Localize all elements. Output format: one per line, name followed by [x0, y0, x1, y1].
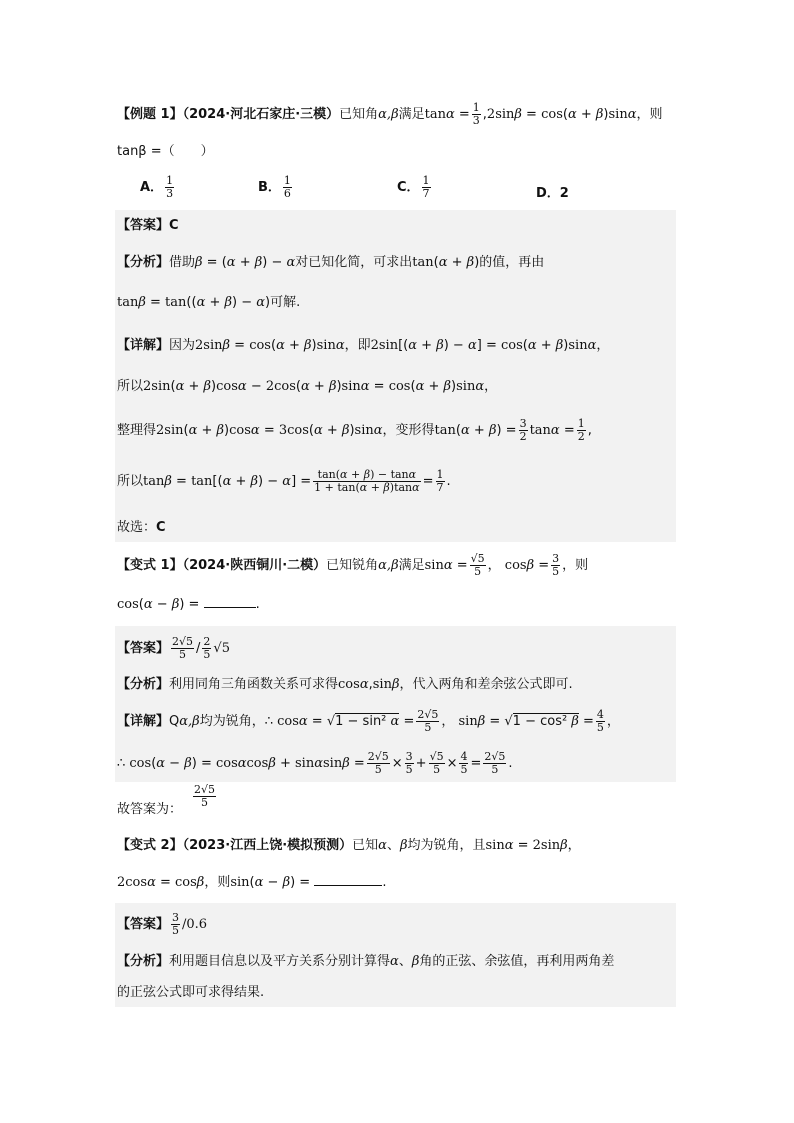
example-source: （2024·河北石家庄·三模） [182, 107, 340, 122]
example-1-detail-1: 【详解】因为2sinβ = cos(α + β)sinα，即2sin[(α + β) − α] = cos(α + β)sinα， [117, 338, 610, 353]
answer-blank[interactable] [314, 873, 382, 886]
example-1-stem: 【例题 1】（2024·河北石家庄·三模）已知角α,β满足tanα = $\frac{1}{3}$ ,2sinβ = cos(α + β)sinα，则 [117, 101, 663, 127]
variant-2-answer: 【答案】 $\frac{3}{5}$ /0.6 [117, 911, 208, 937]
variant-1-detail-1: 【详解】Qα,β均为锐角，∴ cosα = √1 − sin² α = $\frac{2√5}{5}$ ， sinβ = √1 − cos² β = $\frac{4}{5}$ ， [117, 708, 620, 734]
variant-2-ask: 2cosα = cosβ，则sin(α − β) = . [117, 875, 387, 890]
example-1-analysis-2: tanβ = tan((α + β) − α)可解. [117, 295, 301, 310]
variant-1-detail-2: ∴ cos(α − β) = cosαcosβ + sinαsinβ = $\frac{2√5}{5}$ × $\frac{3}{5}$ + $\frac{√5}{5}$ × $\frac{4}{5}$ = $\frac{2√5}{5}$ . [117, 750, 513, 776]
variant-1-ask: cos(α − β) = . [117, 597, 260, 612]
variant-2-analysis-2: 的正弦公式即可求得结果. [117, 985, 265, 1000]
option-a[interactable]: A． $\frac{1}{3}$ [140, 174, 174, 200]
example-1-analysis: 【分析】借助β = (α + β) − α对已知化简，可求出tan(α + β)的值，再由 [117, 255, 545, 270]
variant-2-stem: 【变式 2】（2023·江西上饶·模拟预测）已知α、β均为锐角，且sinα = 2sinβ， [117, 838, 581, 853]
example-1-choose: 故选：C [117, 520, 166, 535]
example-1-detail-2: 所以2sin(α + β)cosα − 2cos(α + β)sinα = cos(α + β)sinα， [117, 379, 498, 394]
example-1-ask: tanβ =（ ） [117, 144, 214, 159]
option-c[interactable]: C． $\frac{1}{7}$ [397, 174, 430, 200]
example-1-detail-4: 所以tanβ = tan[(α + β) − α] = $\frac{\tan(\alpha + \beta) - \tan\alpha}{1 + \tan(\alpha + \beta)\tan\alpha}$ = $\frac{1}{7}$ . [117, 468, 451, 494]
example-1-answer: 【答案】C [117, 218, 179, 233]
answer-blank[interactable] [204, 595, 256, 608]
example-tag: 【例题 1】 [117, 107, 183, 122]
option-b[interactable]: B． $\frac{1}{6}$ [258, 174, 291, 200]
variant-1-analysis: 【分析】利用同角三角函数关系可求得cosα,sinβ，代入两角和差余弦公式即可. [117, 677, 573, 692]
example-1-detail-3: 整理得2sin(α + β)cosα = 3cos(α + β)sinα，变形得tan(α + β) = $\frac{3}{2}$ tanα = $\frac{1}{2}$ , [117, 417, 592, 443]
variant-1-final: 故答案为： $\frac{2√5}{5}$ [117, 783, 216, 817]
variant-1-stem: 【变式 1】（2024·陕西铜川·二模）已知锐角α,β满足sinα = $\frac{√5}{5}$ ， cosβ = $\frac{3}{5}$ ，则 [117, 552, 589, 578]
variant-1-answer: 【答案】 $\frac{2√5}{5}$ / $\frac{2}{5}$ √5 [117, 635, 230, 661]
option-d[interactable]: D．2 [536, 186, 569, 201]
variant-2-analysis-1: 【分析】利用题目信息以及平方关系分别计算得α、β角的正弦、余弦值，再利用两角差 [117, 954, 615, 969]
